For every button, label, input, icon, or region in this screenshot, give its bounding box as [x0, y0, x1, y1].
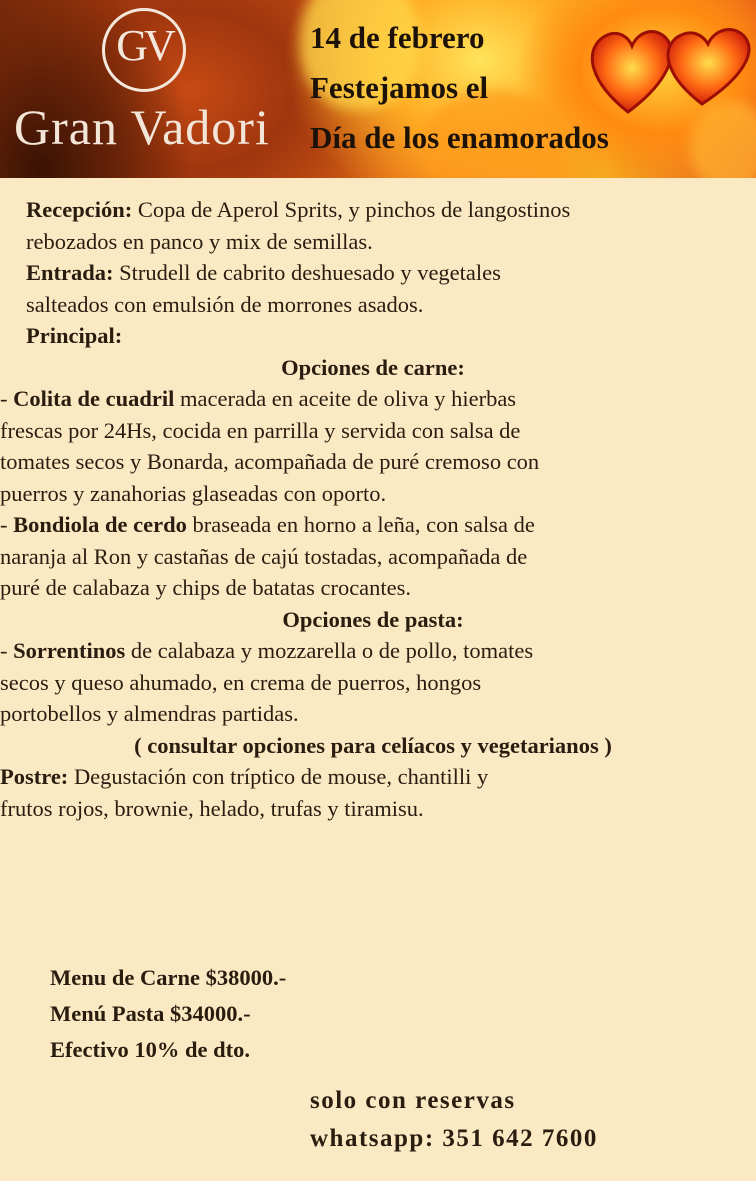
header-banner [0, 0, 756, 178]
pasta-option-1-line-2: secos y queso ahumado, en crema de puerros, hongos [0, 669, 482, 695]
headline-date: 14 de febrero [310, 20, 485, 55]
starter-label: Entrada: [26, 260, 114, 285]
reception-line-2: rebozados en panco y mix de semillas. [26, 228, 373, 254]
contact-info [310, 1082, 598, 1158]
meat-option-2-line-1: - Bondiola de cerdo braseada en horno a leña, con salsa de [0, 512, 535, 537]
meat-option-1-name: Colita de cuadril [13, 386, 175, 411]
meat-option-1-line-4: puerros y zanahorias glaseadas con oporto. [0, 480, 387, 506]
reservations-note: solo con reservas [310, 1087, 516, 1114]
meat-option-1-line-2: frescas por 24Hs, cocida en parrilla y servida con salsa de [0, 417, 521, 443]
meat-options-heading: Opciones de carne: [281, 354, 465, 380]
whatsapp-number: whatsapp: 351 642 7600 [310, 1125, 598, 1152]
meat-option-1-line-1: - Colita de cuadril macerada en aceite de oliva y hierbas [0, 386, 517, 411]
main-course-label: Principal: [26, 323, 123, 348]
pasta-menu-price: Menú Pasta $34000.- [50, 1001, 251, 1026]
hearts-icon [580, 12, 756, 122]
meat-option-2-name: Bondiola de cerdo [13, 512, 187, 537]
logo-monogram: GV [116, 21, 172, 70]
meat-option-2-line-3: puré de calabaza y chips de batatas crocantes. [0, 575, 412, 600]
dessert-line-2: frutos rojos, brownie, helado, trufas y tiramisu. [0, 795, 424, 821]
menu-body [0, 194, 746, 824]
celiac-note: ( consultar opciones para celíacos y vegetarianos ) [134, 732, 612, 758]
meat-option-1-line-3: tomates secos y Bonarda, acompañada de puré cremoso con [0, 449, 540, 474]
pasta-option-1-line-1: - Sorrentinos de calabaza y mozzarella o de pollo, tomates [0, 638, 534, 663]
pasta-options-heading: Opciones de pasta: [282, 606, 464, 632]
pasta-option-1-name: Sorrentinos [13, 638, 126, 663]
dessert-label: Postre: [0, 764, 69, 789]
logo-name: Gran Vadori [14, 99, 270, 155]
price-list [50, 960, 286, 1068]
cash-discount: Efectivo 10% de dto. [50, 1037, 250, 1062]
meat-option-2-line-2: naranja al Ron y castañas de cajú tostadas, acompañada de [0, 543, 528, 569]
reception-label: Recepción: [26, 197, 133, 222]
dessert-line-1: Postre: Degustación con tríptico de mouse, chantilli y [0, 764, 489, 789]
starter-line-2: salteados con emulsión de morrones asados. [26, 291, 424, 317]
reception-line-1: Recepción: Copa de Aperol Sprits, y pinchos de langostinos [26, 197, 571, 222]
starter-line-1: Entrada: Strudell de cabrito deshuesado y vegetales [26, 260, 501, 285]
headline-event: Día de los enamorados [310, 120, 609, 155]
meat-menu-price: Menu de Carne $38000.- [50, 965, 287, 990]
pasta-option-1-line-3: portobellos y almendras partidas. [0, 701, 299, 726]
headline-celebrate: Festejamos el [310, 70, 489, 105]
